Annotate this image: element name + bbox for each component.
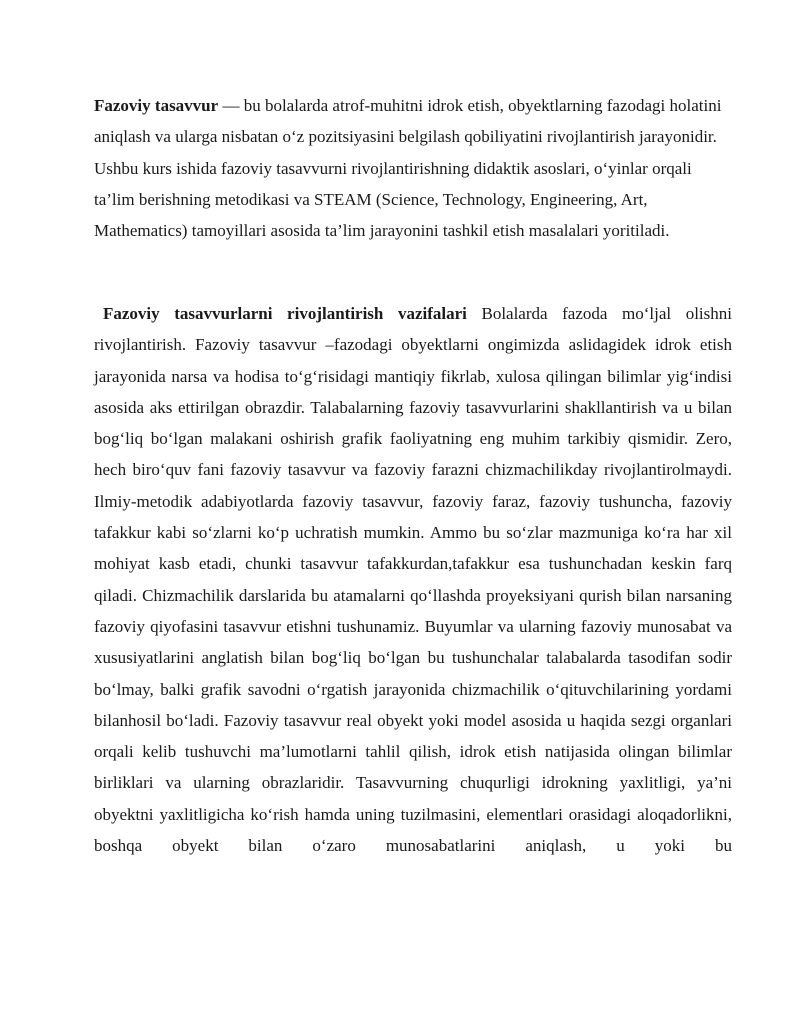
intro-text: — bu bolalarda atrof-muhitni idrok etish, obyektlarning fazodagi holatini aniqlash va ularga nisbatan o‘z pozitsiyasini belgilash qobiliyatini rivojlantirish jarayonidir. Ushbu kurs ishida fazoviy tasavvurni rivojlantirishning didaktik asoslari, o‘yinlar orqali ta’lim berishning metodikasi va STEAM (Science, Technology, Engineering, Art, Mathematics) tamoyillari asosida ta’lim jarayonini tashkil etish masalalari yoritiladi. — [94, 96, 722, 241]
intro-paragraph — [94, 90, 732, 246]
intro-term: Fazoviy tasavvur — [94, 96, 219, 115]
tasks-paragraph — [94, 298, 732, 861]
tasks-heading: Fazoviy tasavvurlarni rivojlantirish vazifalari — [103, 304, 467, 323]
tasks-text: Bolalarda fazoda mo‘ljal olishni rivojlantirish. Fazoviy tasavvur –fazodagi obyektlarni ongimizda aslidagidek idrok etish jarayonida narsa va hodisa to‘g‘risidagi mantiqiy fikrlab, xulosa qilingan bilimlar yig‘indisi asosida aks ettirilgan obrazdir. Talabalarning fazoviy tasavvurlarini shakllantirish va u bilan bog‘liq bo‘lgan malakani oshirish grafik faoliyatning eng muhim tarkibiy qismidir. Zero, hech biro‘quv fani fazoviy tasavvur va fazoviy farazni chizmachilikday rivojlantirolmaydi. Ilmiy-metodik adabiyotlarda fazoviy tasavvur, fazoviy faraz, fazoviy tushuncha, fazoviy tafakkur kabi so‘zlarni ko‘p uchratish mumkin. Ammo bu so‘zlar mazmuniga ko‘ra har xil mohiyat kasb etadi, chunki tasavvur tafakkurdan,tafakkur esa tushunchadan keskin farq qiladi. Chizmachilik darslarida bu atamalarni qo‘llashda proyeksiyani qurish bilan narsaning fazoviy qiyofasini tasavvur etishni tushunamiz. Buyumlar va ularning fazoviy munosabat va xususiyatlarini anglatish bilan bog‘liq bo‘lgan bu tushunchalar talabalarda tasodifan sodir bo‘lmay, balki grafik savodni o‘rgatish jarayonida chizmachilik o‘qituvchilarining yordami bilanhosil bo‘ladi. Fazoviy tasavvur real obyekt yoki model asosida u haqida sezgi organlari orqali kelib tushuvchi ma’lumotlarni tahlil qilish, idrok etish natijasida olingan bilimlar birliklari va ularning obrazlaridir. Tasavvurning chuqurligi idrokning yaxlitligi, ya’ni obyektni yaxlitligicha ko‘rish hamda uning tuzilmasini, elementlari orasidagi aloqadorlikni, boshqa obyekt bilan o‘zaro munosabatlarini aniqlash, u yoki bu — [94, 304, 732, 856]
